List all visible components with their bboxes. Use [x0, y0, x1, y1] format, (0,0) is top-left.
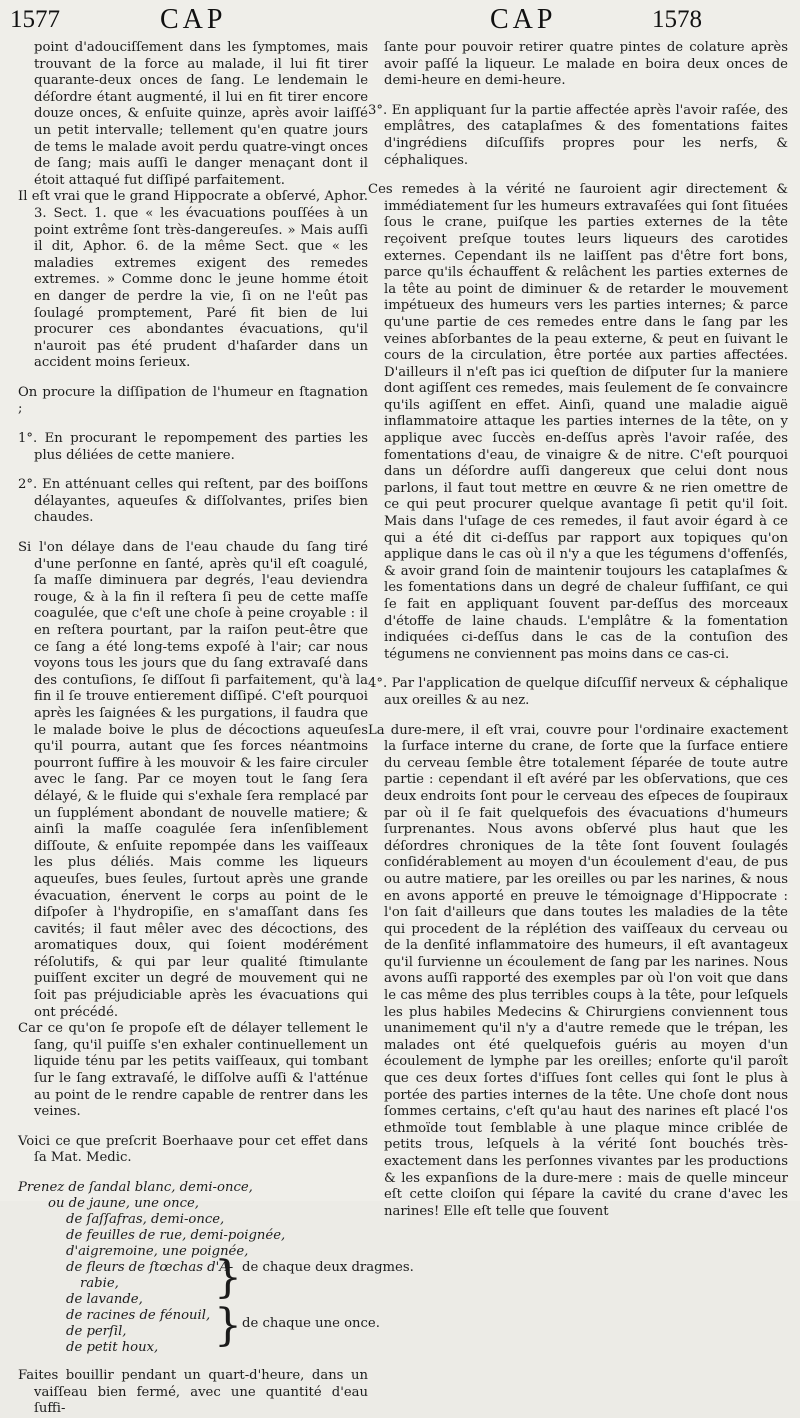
left-running-head: CAP: [160, 4, 227, 35]
list-item: 1°. En procurant le repompement des parties les plus déliées de cette maniere.: [18, 431, 368, 463]
recipe-line: de racines de fénouil,: [66, 1308, 211, 1323]
recipe-line: Prenez de ſandal blanc, demi-once,: [18, 1180, 253, 1195]
paragraph: Faites bouillir pendant un quart-d'heure, dans un vaiſſeau bien fermé, avec une quantité d'eau ſuffi-: [18, 1368, 368, 1417]
left-column: [18, 40, 414, 1418]
brace-label: de chaque deux dragmes.: [242, 1260, 414, 1275]
recipe-line: rabie,: [80, 1276, 119, 1291]
right-running-head: CAP: [490, 4, 557, 35]
list-item: 4°. Par l'application de quelque diſcuſſif nerveux & céphalique aux oreilles & au nez.: [368, 676, 788, 708]
paragraph: Si l'on délaye dans de l'eau chaude du ſang tiré d'une perſonne en ſanté, après qu'il eſt coagulé, ſa maſſe diminuera par degrés, l'eau deviendra rouge, & à la fin il reſtera ſi peu de cette maſſe coagulée, que c'eſt une choſe à peine croyable : il en reſtera pourtant, par la raiſon peut-être que ce ſang a été long-tems expoſé à l'air; car nous voyons tous les jours que du ſang extravaſé dans des contuſions, ſe diſſout ſi parfaitement, qu'à la fin il ſe trouve entierement diſſipé. C'eſt pourquoi après les ſaignées & les purgations, il faudra que le malade boive le plus de décoctions aqueuſes qu'il pourra, autant que ſes forces néantmoins pourront ſuffire à les mouvoir & les faire circuler avec le ſang. Par ce moyen tout le ſang ſera délayé, & le fluide qui s'exhale ſera remplacé par un ſupplément abondant de nouvelle matiere; & ainſi la maſſe coagulée ſera inſenſiblement diſſoute, & enſuite repompée dans les vaiſſeaux les plus déliés. Mais comme les liqueurs aqueuſes, bues ſeules, ſurtout après une grande évacuation, énervent le corps au point de le diſpoſer à l'hydropiſie, en s'amaſſant dans ſes cavités; il faut mêler avec des décoctions, des aromatiques doux, qui ſoient modérément réſolutifs, & qui par leur qualité ſtimulante puiſſent exciter un degré de mouvement qui ne ſoit pas préjudiciable après les évacuations qui ont précédé.: [18, 540, 368, 1020]
recipe-line: de petit houx,: [66, 1340, 159, 1355]
paragraph: La dure-mere, il eſt vrai, couvre pour l'ordinaire exactement la ſurface interne du crane, de ſorte que la ſurface entiere du cerveau ſemble être totalement ſéparée de toute autre partie : cependant il eſt avéré par les obſervations, que ces deux endroits ſont pour le cerveau des eſpeces de ſoupiraux par où il ſe fait quelquefois des évacuations d'humeurs ſurprenantes. Nous avons obſervé plus haut que les déſordres chroniques de la tête ſont ſouvent ſoulagés conſidérablement au moyen d'un écoulement d'eau, de pus ou autre matiere, par les oreilles ou par les narines, & nous en avons apporté en preuve le témoignage d'Hippocrate : l'on ſait d'ailleurs que dans toutes les maladies de la tête qui procedent de la réplétion des vaiſſeaux du cerveau ou de la denſité inflammatoire des humeurs, il eſt avantageux qu'il ſurvienne un écoulement de ſang par les narines. Nous avons auſſi rapporté des exemples par où l'on voit que dans le cas même des plus terribles coups à la tête, pour leſquels les plus habiles Medecins & Chirurgiens conviennent tous unanimement qu'il n'y a d'autre remede que le trépan, les malades ont été quelquefois guéris au moyen d'un écoulement de lymphe par les oreilles; enſorte qu'il paroît que ces deux ſortes d'iſſues ſont celles qui ſont le plus à portée des parties internes de la tête. Une choſe dont nous ſommes certains, c'eſt qu'au haut des narines eſt placé l'os ethmoïde tout ſemblable à une plaque mince criblée de petits trous, leſquels à la vérité ſont bouchés très-exactement dans les perſonnes vivantes par les productions & les expanſions de la dure-mere : mais de quelle minceur eſt cette cloiſon qui ſépare la cavité du crane d'avec les narines! Elle eſt telle que ſouvent: [368, 722, 788, 1219]
right-page-number: 1578: [652, 6, 702, 33]
page-header: [0, 4, 800, 38]
left-page-number: 1577: [10, 6, 60, 33]
recipe: [18, 1180, 414, 1355]
recipe-line: de feuilles de rue, demi-poignée,: [66, 1228, 286, 1243]
recipe-line: d'aigremoine, une poignée,: [66, 1244, 249, 1259]
recipe-line: de fleurs de ſtœchas d'A-: [66, 1260, 234, 1275]
right-column: [368, 40, 788, 1220]
brace-label: de chaque une once.: [242, 1316, 380, 1331]
paragraph: Il eſt vrai que le grand Hippocrate a obſervé, Aphor. 3. Sect. 1. que « les évacuations pouſſées à un point extrême ſont très-dangereuſes. » Mais auſſi il dit, Aphor. 6. de la même Sect. que « les maladies extremes exigent des remedes extremes. » Comme donc le jeune homme étoit en danger de perdre la vie, ſi on ne l'eût pas ſoulagé promptement, Paré fit bien de lui procurer ces abondantes évacuations, qu'il n'auroit pas été prudent d'haſarder dans un accident moins ſerieux.: [18, 189, 368, 371]
list-item: 3°. En appliquant ſur la partie affectée après l'avoir raſée, des emplâtres, des cataplaſmes & des fomentations faites d'ingrédiens diſcuſſifs propres pour les nerfs, & céphaliques.: [368, 102, 788, 168]
brace-mark: }: [214, 1300, 242, 1351]
paragraph: On procure la diſſipation de l'humeur en ſtagnation ;: [18, 384, 368, 417]
paragraph: point d'adouciſſement dans les ſymptomes, mais trouvant de la force au malade, il lui fit tirer quarante-deux onces de ſang. Le lendemain le déſordre étant augmenté, il lui en fit tirer encore douze onces, & enſuite quinze, après avoir laiſſé un petit intervalle; tellement qu'en quatre jours de tems le malade avoit perdu quatre-vingt onces de ſang; mais auſſi le danger menaçant dont il étoit attaqué fut diſſipé parfaitement.: [34, 40, 368, 188]
paragraph: Car ce qu'on ſe propoſe eſt de délayer tellement le ſang, qu'il puiſſe s'en exhaler continuellement un liquide ténu par les petits vaiſſeaux, qui tombant ſur le ſang extravaſé, le diſſolve auſſi & l'atténue au point de le rendre capable de rentrer dans les veines.: [18, 1021, 368, 1120]
paragraph: Ces remedes à la vérité ne ſauroient agir directement & immédiatement ſur les humeurs extravaſées qui ſont ſituées ſous le crane, puiſque les parties externes de la tête reçoivent preſque toutes leurs liqueurs des carotides externes. Cependant ils ne laiſſent pas d'être fort bons, parce qu'ils échauffent & relâchent les parties externes de la tête au point de diminuer & de retarder le mouvement impétueux des humeurs vers les parties internes; & parce qu'une partie de ces remedes entre dans le ſang par les veines abſorbantes de la peau externe, & peut en ſuivant le cours de la circulation, être portée aux parties affectées. D'ailleurs il n'eſt pas ici queſtion de diſputer ſur la maniere dont agiſſent ces remedes, mais ſeulement de ſe convaincre qu'ils agiſſent en effet. Ainſi, quand une maladie aiguë inflammatoire attaque les parties internes de la tête, on y applique avec ſuccès en-deſſus après l'avoir raſée, des fomentations d'eau, de vinaigre & de nitre. C'eſt pourquoi dans un déſordre auſſi dangereux que celui dont nous parlons, il faut tout mettre en œuvre & ne rien omettre de ce qui peut procurer quelque avantage ſi petit qu'il ſoit. Mais dans l'uſage de ces remedes, il faut avoir égard à ce qui a été dit ci-deſſus par rapport aux topiques qu'on applique dans le cas où il n'y a que les tégumens d'offenſés, & avoir grand ſoin de maintenir toujours les cataplaſmes & les fomentations dans un degré de chaleur ſuffiſant, ce qui ſe fait en appliquant ſouvent par-deſſus des morceaux d'étoffe de laine chauds. L'emplâtre & la fomentation indiquées ci-deſſus dans le cas de la contuſion des tégumens ne conviennent pas moins dans ce cas-ci.: [368, 182, 788, 662]
brace-mark: }: [214, 1252, 242, 1303]
paragraph: Voici ce que preſcrit Boerhaave pour cet effet dans ſa Mat. Medic.: [18, 1133, 368, 1166]
recipe-line: de lavande,: [66, 1292, 143, 1307]
recipe-line: de ſaſſafras, demi-once,: [66, 1212, 225, 1227]
paragraph: ſante pour pouvoir retirer quatre pintes de colature après avoir paſſé la liqueur. Le malade en boira deux onces de demi-heure en demi-heure.: [384, 40, 788, 89]
list-item: 2°. En atténuant celles qui reſtent, par des boiſſons délayantes, aqueuſes & diſſolvantes, priſes bien chaudes.: [18, 477, 368, 526]
recipe-line: ou de jaune, une once,: [48, 1196, 199, 1211]
recipe-line: de perſil,: [66, 1324, 127, 1339]
